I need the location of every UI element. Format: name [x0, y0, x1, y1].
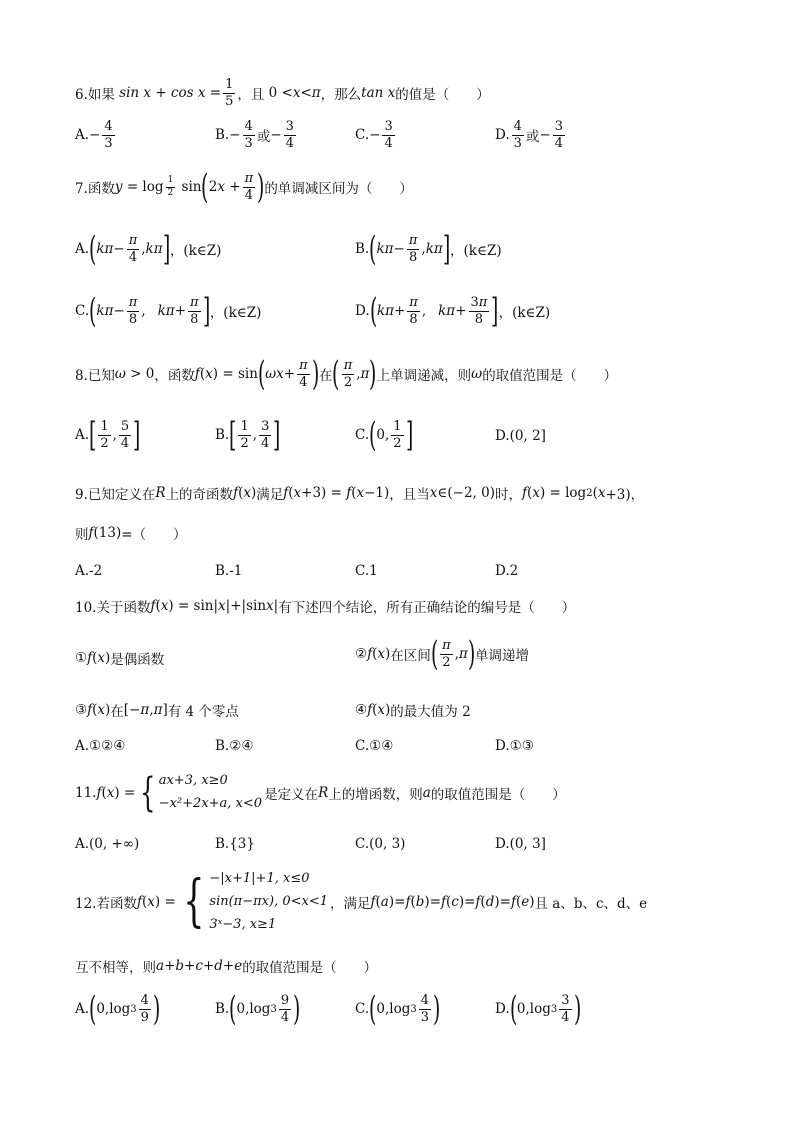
q10-statement-4: ④ f ( x ) 的最大值为 2	[355, 702, 471, 720]
q7-option-d: D. ( kπ + $\frac{\pi}{8}$ , kπ + $\frac{3\pi}{8}$ ] ，(k∈Z)	[355, 291, 551, 331]
q12-case-2: sin(π−πx), 0<x<1	[209, 893, 328, 909]
q11-option-b: B.{3}	[215, 836, 255, 852]
q12-option-d: D. ( 0,log 3 $\frac{3}{4}$ )	[495, 989, 581, 1029]
q12-case-3: 3ˣ−3, x≥1	[209, 916, 277, 932]
q7-option-a: A. ( kπ − $\frac{\pi}{4}$ , kπ ] ，(k∈Z)	[75, 229, 222, 269]
q8-option-d: D.(0, 2]	[495, 428, 546, 444]
question-10-stem: 10.关于函数 f ( x ) = sin| x |+|sin x | 有下述四个结论，所有正确结论的编号是（ ）	[75, 598, 576, 616]
q10-option-a: A.①②④	[75, 738, 126, 754]
q10-statement-3: ③ f ( x ) 在 [− π , π ] 有 4 个零点	[75, 702, 239, 720]
q11-case-1: ax+3, x≥0	[158, 773, 228, 788]
q8-option-a: A. [ $\frac{1}{2}$ , $\frac{5}{4}$ ]	[75, 415, 141, 455]
q11-case-2: −x²+2x+a, x<0	[158, 795, 263, 811]
question-7-stem: 7.函数 y = log $\frac{1}{2}$ sin ( 2 x + $\frac{\pi}{4}$ ) 的单调减区间为（ ）	[75, 167, 413, 207]
q8-option-b: B. [ $\frac{1}{2}$ , $\frac{3}{4}$ ]	[215, 415, 281, 455]
question-6-stem: 6.如果 sin x + cos x = $\frac{1}{5}$ ，且 0 < x < π ，那么 tan x 的值是（ ）	[75, 77, 490, 109]
q6-option-d: D. $\frac{4}{3}$ 或 − $\frac{3}{4}$	[495, 119, 564, 151]
q12-option-c: C. ( 0,log 3 $\frac{4}{3}$ )	[355, 989, 441, 1029]
q10-option-c: C.①④	[355, 738, 394, 754]
q8-option-c: C. ( 0, $\frac{1}{2}$ ]	[355, 415, 413, 455]
q12-option-b: B. ( 0,log 3 $\frac{9}{4}$ )	[215, 989, 301, 1029]
q11-option-d: D.(0, 3]	[495, 836, 546, 852]
question-11-stem: 11. f ( x ) = { ax+3, x≥0 −x²+2x+a, x<0 是定义在 R 上的增函数，则 a 的取值范围是（ ）	[75, 769, 566, 816]
q12-case-1: −|x+1|+1, x≤0	[209, 871, 310, 886]
q11-option-c: C.(0, 3)	[355, 836, 406, 852]
q7-option-c: C. ( kπ − $\frac{\pi}{8}$ , kπ + $\frac{\pi}{8}$ ] ，(k∈Z)	[75, 291, 262, 331]
question-12-stem-line2: 互不相等，则 a + b + c + d + e 的取值范围是（ ）	[75, 958, 378, 976]
q9-option-a: A.-2	[75, 563, 103, 579]
q9-option-d: D.2	[495, 563, 519, 579]
q9-option-c: C.1	[355, 563, 378, 579]
q6-option-c: C. − $\frac{3}{4}$	[355, 119, 393, 151]
q9-option-b: B.-1	[215, 563, 243, 579]
q10-option-d: D.①③	[495, 738, 534, 754]
q10-statement-1: ① f ( x ) 是偶函数	[75, 650, 165, 668]
q10-option-b: B.②④	[215, 738, 254, 754]
question-12-stem: 12.若函数 f ( x ) = { −|x+1|+1, x≤0 sin(π−πx), 0<x<1 3ˣ−3, x≥1 ，满足 f ( a )= f ( b )= f ( c )= f ( d )= f ( e ) 且 a、b、c、d、e	[75, 868, 647, 936]
question-9-stem: 9.已知定义在 R 上的奇函数 f ( x ) 满足 f ( x +3) = f ( x −1) ，且当 x ∈(−2, 0) 时， f ( x ) = log 2 ( x +3)，	[75, 485, 645, 503]
question-9-stem-line2: 则 f (13) =（ ）	[75, 525, 187, 543]
q11-option-a: A.(0, +∞)	[75, 836, 140, 852]
q12-option-a: A. ( 0,log 3 $\frac{4}{9}$ )	[75, 989, 161, 1029]
q6-option-a: A. − $\frac{4}{3}$	[75, 119, 113, 151]
q6-option-b: B. − $\frac{4}{3}$ 或 − $\frac{3}{4}$	[215, 119, 294, 151]
question-8-stem: 8.已知 ω > 0 ，函数 f ( x ) = sin ( ωx + $\frac{\pi}{4}$ ) 在 ( $\frac{\pi}{2}$ , π ) 上单调递减，则 ω 的取值范围是（ ）	[75, 354, 618, 394]
q7-option-b: B. ( kπ − $\frac{\pi}{8}$ , kπ ] ，(k∈Z)	[355, 229, 502, 269]
q10-statement-2: ② f ( x ) 在区间 ( $\frac{\pi}{2}$ , π ) 单调递增	[355, 634, 530, 674]
